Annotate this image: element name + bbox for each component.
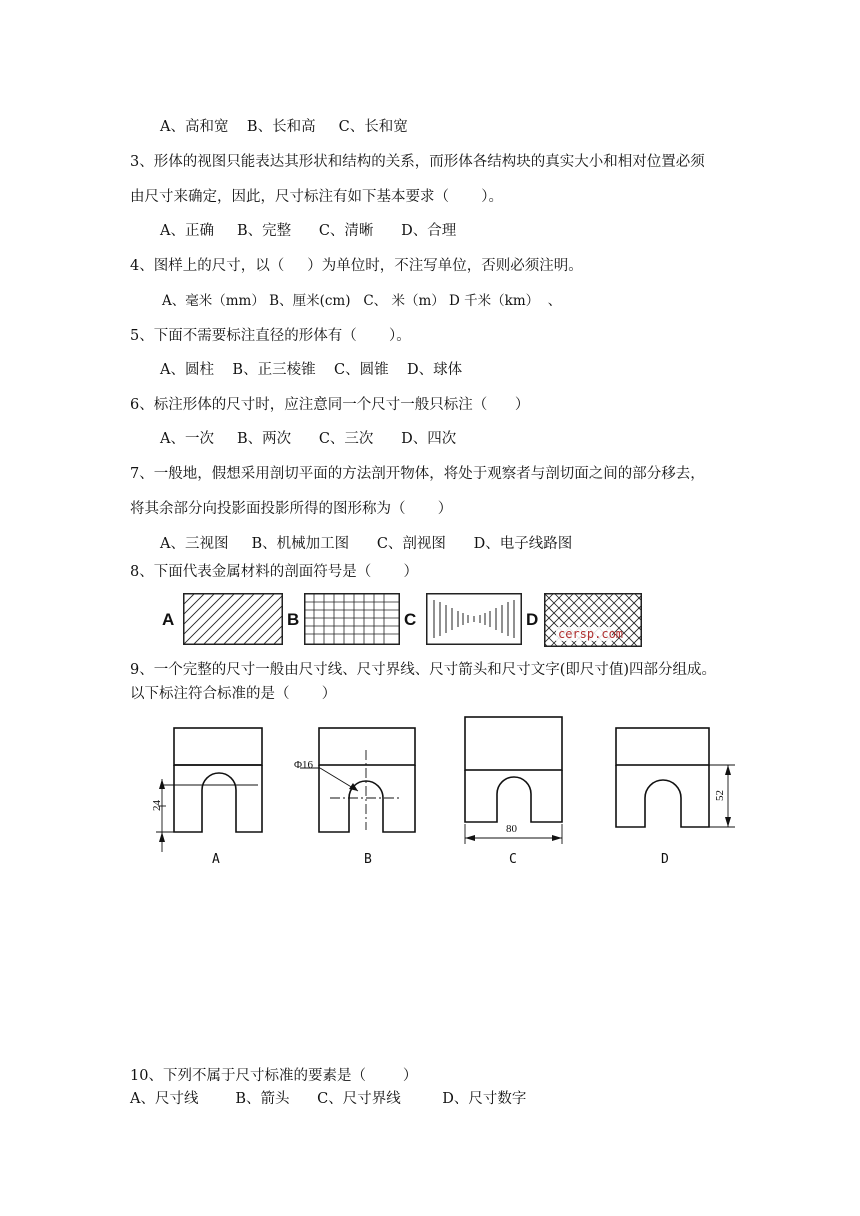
q9-figure-c [465,717,562,822]
q8-symbol-c [426,593,522,645]
q4-text: 4、图样上的尺寸，以（ ）为单位时，不注写单位，否则必须注明。 [130,258,583,274]
q8-label-a: A [162,610,175,629]
q3-text-line2: 由尺寸来确定，因此，尺寸标注有如下基本要求（ ）。 [130,189,504,205]
q5-text: 5、下面不需要标注直径的形体有（ ）。 [130,328,411,344]
q8-symbol-a [183,593,283,645]
q5-options: A、圆柱 B、正三棱锥 C、圆锥 D、球体 [160,362,463,378]
q9-figure-a [174,728,262,832]
q2-options: A、高和宽 B、长和高 C、长和宽 [160,119,408,135]
q7-text-line2: 将其余部分向投影面投影所得的图形称为（ ） [130,501,453,517]
q9-dim-b: Φ16 [294,759,314,771]
q8-label-d: D [526,610,539,629]
q9-label-d: D [661,852,669,867]
q9-text-line1: 9、一个完整的尺寸一般由尺寸线、尺寸界线、尺寸箭头和尺寸文字(即尺寸值)四部分组成。 [130,662,717,678]
q8-text: 8、下面代表金属材料的剖面符号是（ ） [130,564,418,580]
q9-figure-d [616,728,709,827]
q3-text-line1: 3、形体的视图只能表达其形状和结构的关系，而形体各结构块的真实大小和相对位置必须 [130,154,705,170]
q10-text: 10、下列不属于尺寸标准的要素是（ ） [130,1068,418,1084]
q9-dim-c: 80 [506,823,517,835]
q8-watermark: cersp.com [558,627,624,641]
q6-options: A、一次 B、两次 C、三次 D、四次 [160,431,457,447]
q9-text-line2: 以下标注符合标准的是（ ） [130,686,337,702]
q9-figures [140,712,760,872]
q4-options: A、毫米（mm） B、厘米(cm) C、 米（m） D 千米（km） 、 [162,293,562,309]
q7-options: A、三视图 B、机械加工图 C、剖视图 D、电子线路图 [160,536,573,552]
q9-figure-b [319,728,415,832]
q3-options: A、正确 B、完整 C、清晰 D、合理 [160,223,457,239]
q8-label-b: B [287,610,300,629]
q8-label-c: C [404,610,417,629]
q9-label-a: A [212,852,220,867]
q9-label-b: B [364,852,372,867]
q9-label-c: C [509,852,517,867]
q8-symbol-b [304,593,400,645]
q10-options: A、尺寸线 B、箭头 C、尺寸界线 D、尺寸数字 [130,1091,527,1107]
q8-hatch-figures [160,590,650,650]
q9-dim-a: 24 [151,800,163,811]
q7-text-line1: 7、一般地，假想采用剖切平面的方法剖开物体，将处于观察者与剖切面之间的部分移去， [130,466,705,482]
q6-text: 6、标注形体的尺寸时，应注意同一个尺寸一般只标注（ ） [130,397,530,413]
q9-dim-d: 52 [714,790,726,801]
